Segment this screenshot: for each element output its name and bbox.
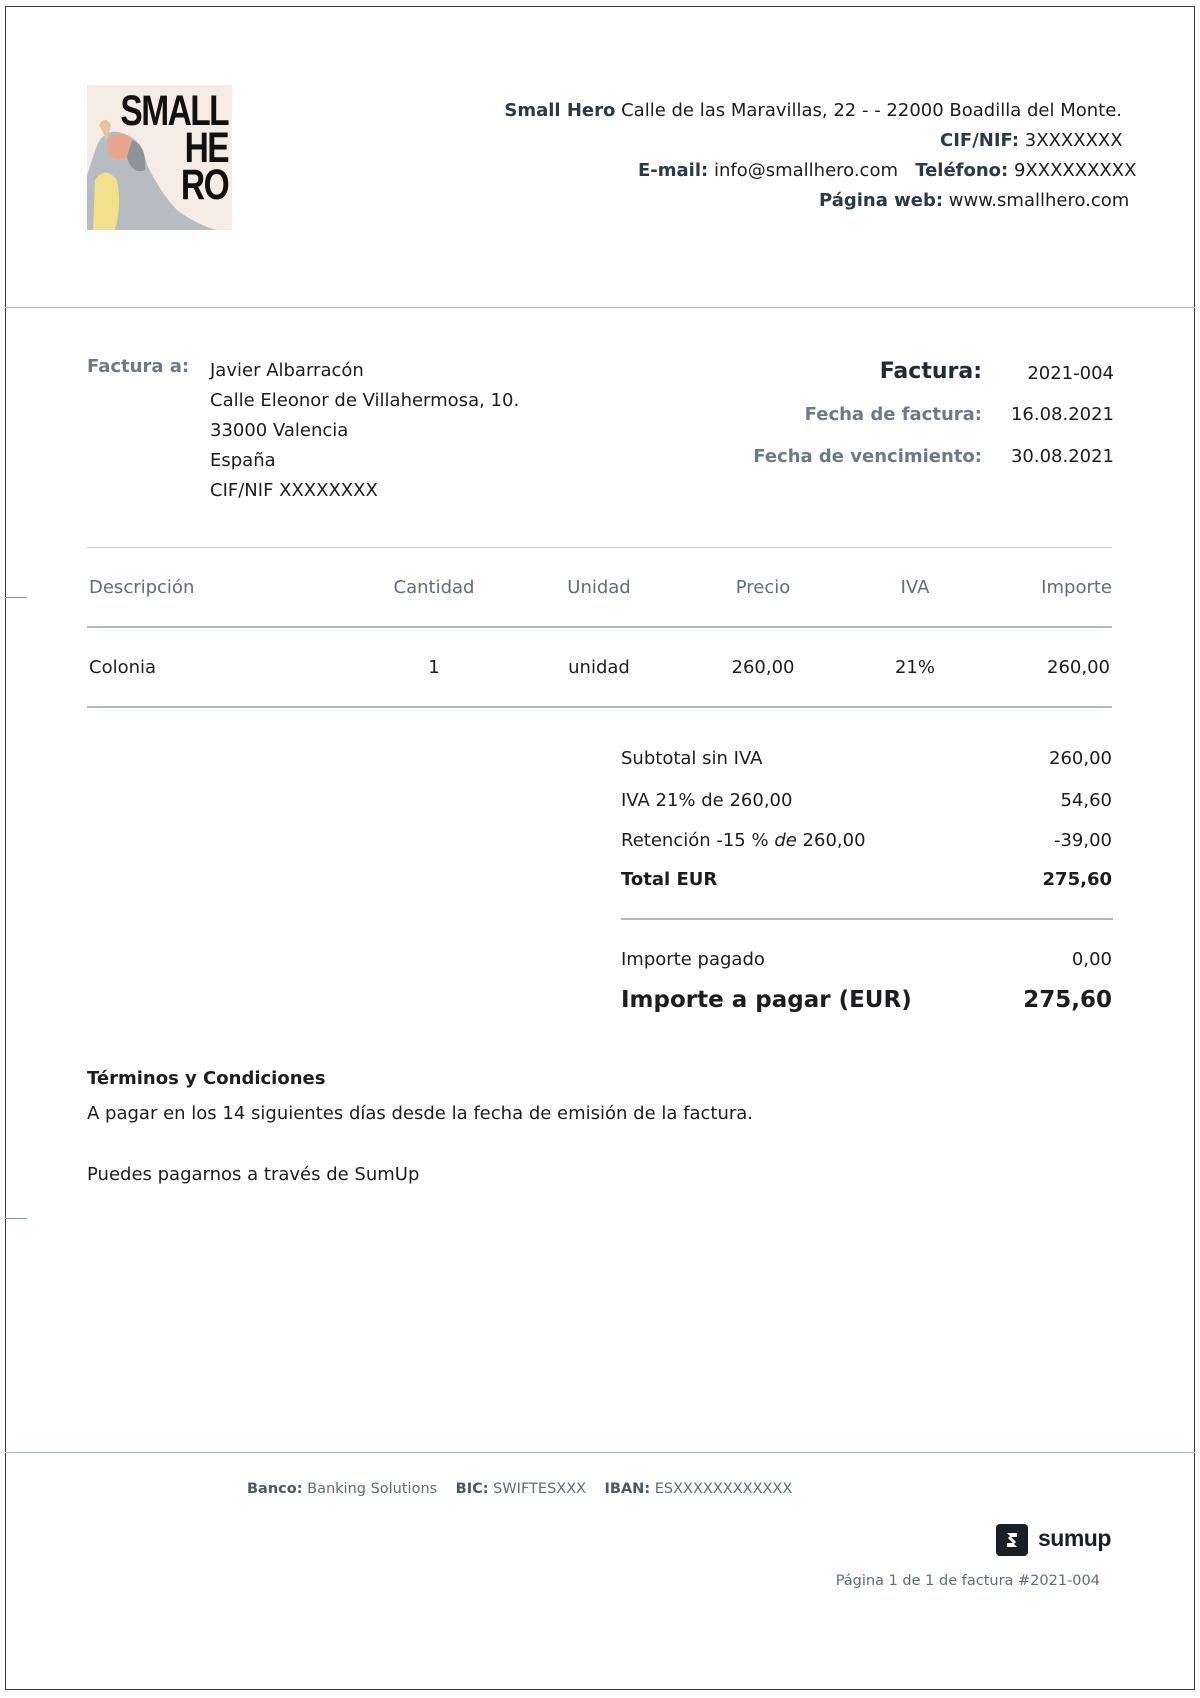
logo-wordmark: SMALL HE RO (120, 87, 228, 209)
bill-to-label: Factura a: (87, 356, 190, 377)
header-divider (5, 307, 1195, 308)
company-web-label: Página web: (819, 190, 944, 211)
row-unit: unidad (568, 657, 630, 678)
row-vat: 21% (894, 657, 935, 678)
amount-due-value: 275,60 (1023, 987, 1112, 1013)
iban-label: IBAN: (604, 1481, 651, 1497)
invoice-number-label: Factura: (879, 359, 982, 384)
client-address-block (210, 356, 519, 506)
total-value: 275,60 (1042, 869, 1112, 890)
company-name: Small Hero (504, 100, 616, 121)
vat-label: IVA 21% de 260,00 (621, 790, 793, 811)
bank-details (247, 1481, 792, 1497)
retention-label: Retención -15 % de 260,00 (621, 830, 866, 851)
company-email[interactable]: info@smallhero.com (713, 160, 899, 181)
totals-divider (621, 918, 1113, 920)
invoice-due-date: 30.08.2021 (1010, 446, 1114, 467)
client-cif: CIF/NIF XXXXXXXX (210, 480, 378, 501)
client-name: Javier Albarracón (210, 360, 364, 381)
subtotal-value: 260,00 (1049, 748, 1112, 769)
terms-line-2: Puedes pagarnos a través de SumUp (87, 1164, 420, 1185)
amount-due-label: Importe a pagar (EUR) (621, 987, 912, 1013)
company-phone-label: Teléfono: (915, 160, 1009, 181)
iban-value: ESXXXXXXXXXXXX (654, 1481, 793, 1497)
page-frame (5, 6, 1195, 1690)
invoice-number: 2021-004 (1027, 363, 1114, 384)
column-header-amount: Importe (1041, 577, 1112, 598)
paid-value: 0,00 (1071, 949, 1112, 970)
fold-mark-bottom (5, 1218, 27, 1219)
paid-label: Importe pagado (621, 949, 765, 970)
page-number-info: Página 1 de 1 de factura #2021-004 (835, 1573, 1100, 1589)
invoice-due-label: Fecha de vencimiento: (753, 446, 982, 467)
company-web-line (819, 190, 1129, 211)
company-contact-line (638, 160, 1136, 181)
row-amount: 260,00 (1047, 657, 1110, 678)
bic-label: BIC: (455, 1481, 489, 1497)
company-email-label: E-mail: (638, 160, 709, 181)
bank-name: Banking Solutions (307, 1481, 438, 1497)
table-bottom-divider (87, 706, 1112, 708)
bank-label: Banco: (247, 1481, 303, 1497)
company-cif: 3XXXXXXX (1024, 130, 1123, 151)
column-header-price: Precio (735, 577, 791, 598)
company-cif-label: CIF/NIF: (940, 130, 1020, 151)
terms-line-1: A pagar en los 14 siguientes días desde la fecha de emisión de la factura. (87, 1103, 754, 1124)
company-address: Calle de las Maravillas, 22 - - 22000 Boadilla del Monte. (621, 100, 1122, 121)
client-city: 33000 Valencia (210, 420, 349, 441)
terms-title: Términos y Condiciones (87, 1068, 326, 1089)
total-label: Total EUR (621, 869, 718, 890)
column-header-quantity: Cantidad (393, 577, 475, 598)
row-description: Colonia (89, 657, 157, 678)
column-header-vat: IVA (900, 577, 930, 598)
vat-value: 54,60 (1060, 790, 1112, 811)
company-web[interactable]: www.smallhero.com (948, 190, 1130, 211)
column-header-unit: Unidad (567, 577, 631, 598)
bic-value: SWIFTESXXX (493, 1481, 587, 1497)
fold-mark-top (5, 597, 27, 598)
retention-value: -39,00 (1053, 830, 1112, 851)
footer-divider (5, 1452, 1195, 1453)
invoice-date-label: Fecha de factura: (804, 404, 982, 425)
company-logo (87, 85, 232, 230)
column-header-description: Descripción (89, 577, 195, 598)
company-cif-line (940, 130, 1123, 151)
table-top-divider (87, 547, 1112, 548)
client-country: España (210, 450, 276, 471)
invoice-date: 16.08.2021 (1010, 404, 1114, 425)
subtotal-label: Subtotal sin IVA (621, 748, 763, 769)
row-quantity: 1 (428, 657, 440, 678)
sumup-logo-icon (996, 1524, 1028, 1556)
row-price: 260,00 (731, 657, 795, 678)
table-header-divider (87, 626, 1112, 628)
company-address-line (504, 100, 1122, 121)
sumup-wordmark: sumup (1038, 1525, 1111, 1551)
company-phone: 9XXXXXXXXX (1013, 160, 1137, 181)
client-street: Calle Eleonor de Villahermosa, 10. (210, 390, 520, 411)
